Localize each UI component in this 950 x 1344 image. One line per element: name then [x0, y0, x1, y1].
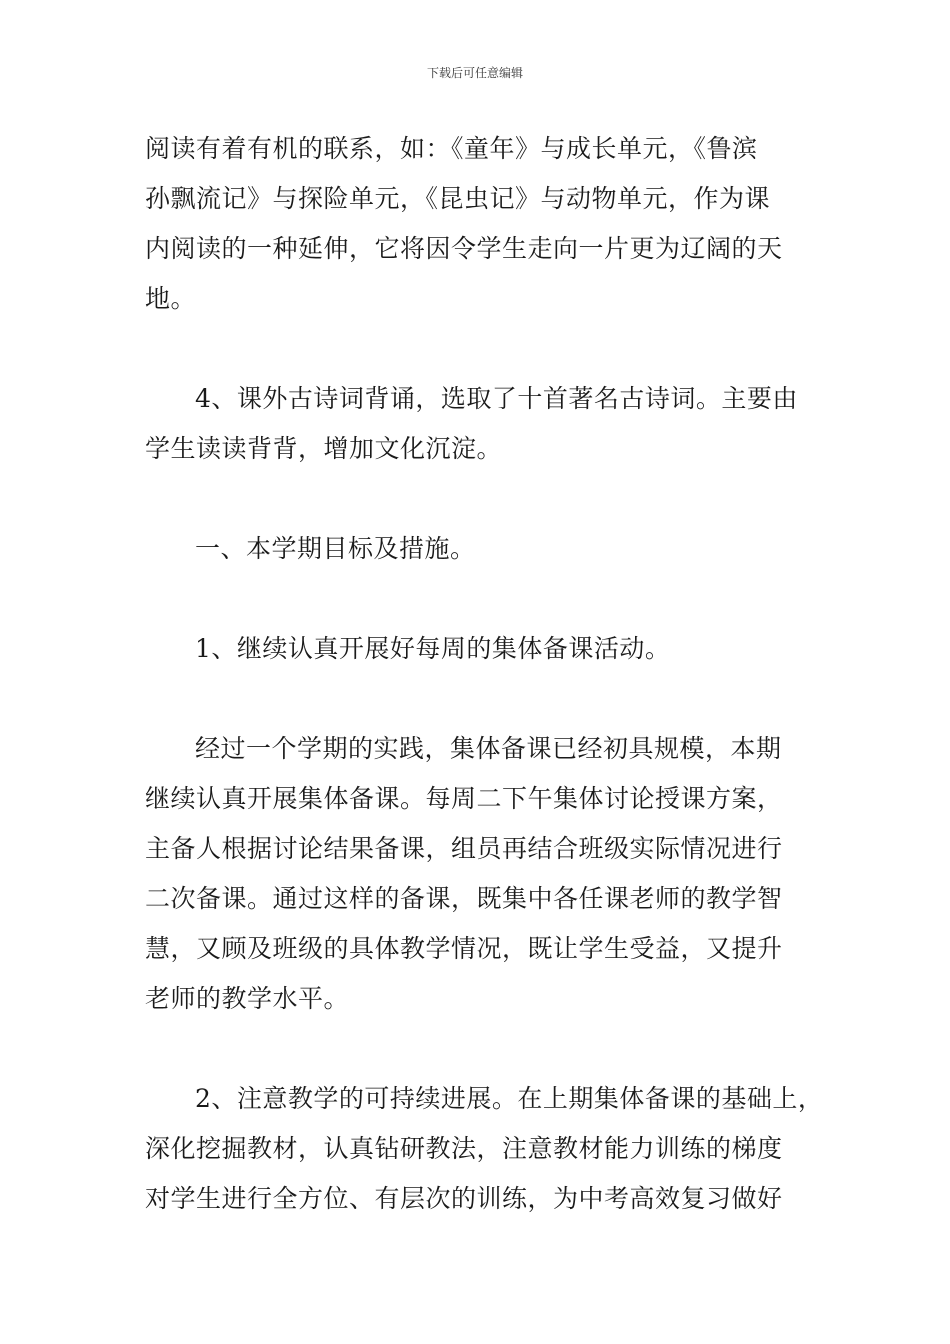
text-line: 内阅读的一种延伸，它将因令学生走向一片更为辽阔的天: [145, 234, 783, 263]
text-line: 老师的教学水平。: [145, 984, 350, 1013]
text-line: 经过一个学期的实践，集体备课已经初具规模，本期: [195, 734, 782, 763]
paragraph-gap: [145, 674, 810, 724]
text-line: 阅读有着有机的联系，如：《童年》与成长单元，《鲁滨: [145, 134, 758, 163]
paragraph-collective-prep: [145, 724, 810, 1024]
paragraph-gap: [145, 1024, 810, 1074]
text-line: 学生读读背背，增加文化沉淀。: [145, 434, 503, 463]
text-line: 一、本学期目标及措施。: [195, 534, 476, 563]
text-line: 1、继续认真开展好每周的集体备课活动。: [195, 634, 671, 663]
text-line: 2、注意教学的可持续进展。在上期集体备课的基础上，: [195, 1084, 824, 1113]
paragraph-poetry-recitation: [145, 374, 810, 474]
text-line: 对学生进行全方位、有层次的训练，为中考高效复习做好: [145, 1184, 783, 1213]
text-line: 4、课外古诗词背诵，选取了十首著名古诗词。主要由: [195, 384, 798, 413]
text-line: 继续认真开展集体备课。每周二下午集体讨论授课方案，: [145, 784, 783, 813]
text-line: 二次备课。通过这样的备课，既集中各任课老师的教学智: [145, 884, 783, 913]
text-line: 慧，又顾及班级的具体教学情况，既让学生受益，又提升: [145, 934, 783, 963]
text-line: 深化挖掘教材，认真钻研教法，注意教材能力训练的梯度: [145, 1134, 783, 1163]
paragraph-reading-extension: [145, 124, 810, 324]
document-body: [145, 124, 824, 1224]
section-heading-goals: [145, 524, 810, 574]
paragraph-item-1-heading: [145, 624, 810, 674]
paragraph-gap: [145, 474, 810, 524]
paragraph-gap: [145, 324, 810, 374]
text-line: 地。: [145, 284, 197, 313]
text-line: 孙飘流记》与探险单元，《昆虫记》与动物单元，作为课: [145, 184, 771, 213]
paragraph-gap: [145, 574, 810, 624]
paragraph-item-2: [145, 1074, 824, 1224]
text-line: 主备人根据讨论结果备课，组员再结合班级实际情况进行: [145, 834, 783, 863]
page-header: 下载后可任意编辑: [426, 66, 523, 80]
